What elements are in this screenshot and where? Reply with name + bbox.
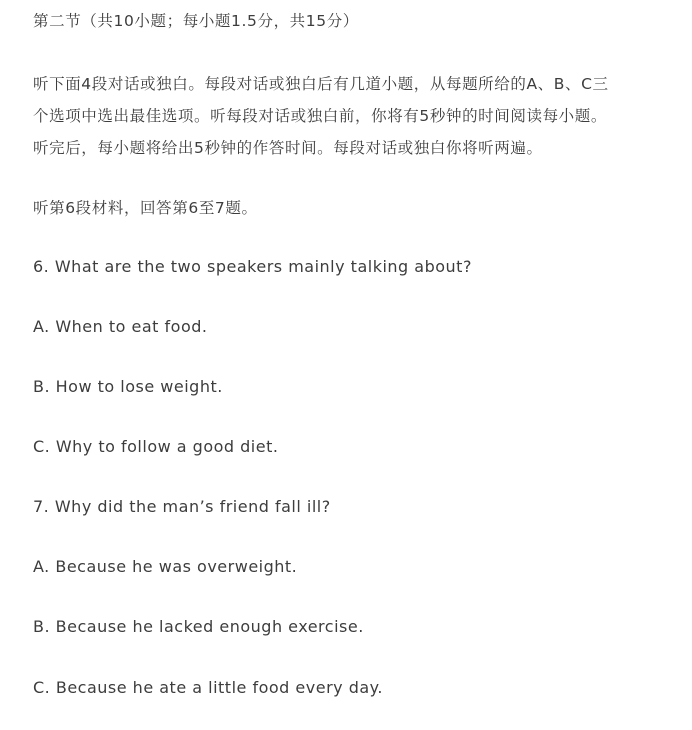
question-6-stem: 6. What are the two speakers mainly talking about?	[33, 257, 472, 276]
question-7-option-b: B. Because he lacked enough exercise.	[33, 617, 364, 636]
question-7-option-a: A. Because he was overweight.	[33, 557, 298, 576]
question-6-option-c: C. Why to follow a good diet.	[33, 437, 279, 456]
question-7-option-c: C. Because he ate a little food every day.	[33, 678, 383, 697]
instruction-line-2: 个选项中选出最佳选项。听每段对话或独白前，你将有5秒钟的时间阅读每小题。	[33, 107, 607, 125]
instruction-line-3: 听完后，每小题将给出5秒钟的作答时间。每段对话或独白你将听两遍。	[33, 139, 543, 157]
instruction-line-1: 听下面4段对话或独白。每段对话或独白后有几道小题，从每题所给的A、B、C三	[33, 75, 609, 93]
material-note: 听第6段材料，回答第6至7题。	[33, 199, 258, 217]
question-6-option-b: B. How to lose weight.	[33, 377, 223, 396]
question-7-stem: 7. Why did the man’s friend fall ill?	[33, 497, 331, 516]
section-header: 第二节（共10小题；每小题1.5分，共15分）	[33, 12, 359, 30]
question-6-option-a: A. When to eat food.	[33, 317, 208, 336]
